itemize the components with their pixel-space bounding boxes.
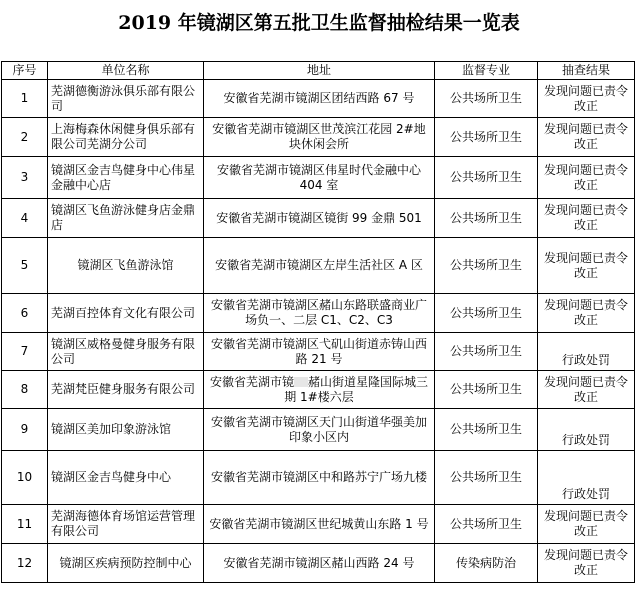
row-result: 发现问题已责令改正: [538, 157, 635, 199]
row-address: 安徽省芜湖市镜湖区中和路苏宁广场九楼: [204, 451, 435, 505]
row-result: 发现问题已责令改正: [538, 294, 635, 333]
row-no: 6: [2, 294, 48, 333]
row-no: 1: [2, 80, 48, 118]
row-specialty: 公共场所卫生: [435, 333, 538, 371]
row-no: 9: [2, 409, 48, 451]
table-header-row: [2, 62, 635, 80]
header-result: 抽查结果: [538, 62, 635, 80]
redaction-mark: [294, 377, 308, 387]
row-address: 安徽省芜湖市镜湖区世纪城黄山东路 1 号: [204, 505, 435, 544]
row-no: 7: [2, 333, 48, 371]
row-specialty: 传染病防治: [435, 544, 538, 583]
row-result: 发现问题已责令改正: [538, 544, 635, 583]
table-row: [2, 199, 635, 238]
table-row: [2, 238, 635, 294]
table-row: [2, 157, 635, 199]
row-no: 11: [2, 505, 48, 544]
row-unit-name: 芜湖德衡游泳俱乐部有限公司: [48, 80, 204, 118]
row-unit-name: 镜湖区金吉鸟健身中心: [48, 451, 204, 505]
row-address: [204, 371, 435, 409]
row-specialty: 公共场所卫生: [435, 157, 538, 199]
row-result: 行政处罚: [538, 451, 635, 505]
row-specialty: 公共场所卫生: [435, 451, 538, 505]
row-no: 3: [2, 157, 48, 199]
row-specialty: 公共场所卫生: [435, 409, 538, 451]
row-specialty: 公共场所卫生: [435, 199, 538, 238]
table-row: [2, 451, 635, 505]
row-specialty: 公共场所卫生: [435, 294, 538, 333]
row-unit-name: 镜湖区金吉鸟健身中心伟星金融中心店: [48, 157, 204, 199]
header-no: 序号: [2, 62, 48, 80]
address-part-b: 赭山街道星隆国际城三期 1#楼六层: [284, 374, 429, 404]
row-unit-name: 镜湖区疾病预防控制中心: [48, 544, 204, 583]
row-address: 安徽省芜湖市镜湖区镜街 99 金鼎 501: [204, 199, 435, 238]
row-result: 发现问题已责令改正: [538, 80, 635, 118]
row-address: 安徽省芜湖市镜湖区赭山西路 24 号: [204, 544, 435, 583]
row-unit-name: 镜湖区飞鱼游泳馆: [48, 238, 204, 294]
row-address: 安徽省芜湖市镜湖区弋矶山街道赤铸山西路 21 号: [204, 333, 435, 371]
table-row: [2, 294, 635, 333]
row-unit-name: 芜湖海德体育场馆运营管理有限公司: [48, 505, 204, 544]
row-no: 4: [2, 199, 48, 238]
row-address: 安徽省芜湖市镜湖区团结西路 67 号: [204, 80, 435, 118]
page-title: 2019 年镜湖区第五批卫生监督抽检结果一览表: [118, 12, 520, 34]
row-unit-name: 芜湖百控体育文化有限公司: [48, 294, 204, 333]
row-address: 安徽省芜湖市镜湖区天门山街道华强美加印象小区内: [204, 409, 435, 451]
row-specialty: 公共场所卫生: [435, 371, 538, 409]
row-specialty: 公共场所卫生: [435, 118, 538, 157]
row-address: 安徽省芜湖市镜湖区左岸生活社区 A 区: [204, 238, 435, 294]
row-result: 行政处罚: [538, 333, 635, 371]
row-no: 8: [2, 371, 48, 409]
row-result: 行政处罚: [538, 409, 635, 451]
row-specialty: 公共场所卫生: [435, 238, 538, 294]
row-unit-name: 镜湖区飞鱼游泳健身店金鼎店: [48, 199, 204, 238]
header-address: 地址: [204, 62, 435, 80]
table-row: [2, 371, 635, 409]
inspection-results-table: [1, 61, 635, 583]
header-unit-name: 单位名称: [48, 62, 204, 80]
row-address: 安徽省芜湖市镜湖区伟星时代金融中心 404 室: [204, 157, 435, 199]
row-no: 2: [2, 118, 48, 157]
row-no: 12: [2, 544, 48, 583]
row-address: 安徽省芜湖市镜湖区赭山东路联盛商业广场负一、二层 C1、C2、C3: [204, 294, 435, 333]
row-no: 5: [2, 238, 48, 294]
table-row: [2, 80, 635, 118]
table-row: [2, 118, 635, 157]
header-specialty: 监督专业: [435, 62, 538, 80]
row-result: 发现问题已责令改正: [538, 199, 635, 238]
table-row: [2, 409, 635, 451]
row-result: 发现问题已责令改正: [538, 505, 635, 544]
row-unit-name: 上海梅森休闲健身俱乐部有限公司芜湖分公司: [48, 118, 204, 157]
row-unit-name: 镜湖区威格曼健身服务有限公司: [48, 333, 204, 371]
row-specialty: 公共场所卫生: [435, 505, 538, 544]
row-specialty: 公共场所卫生: [435, 80, 538, 118]
row-address: 安徽省芜湖市镜湖区世茂滨江花园 2#地块休闲会所: [204, 118, 435, 157]
row-unit-name: 镜湖区美加印象游泳馆: [48, 409, 204, 451]
row-result: 发现问题已责令改正: [538, 238, 635, 294]
table-row: [2, 505, 635, 544]
address-part-a: 安徽省芜湖市镜: [209, 374, 294, 389]
row-result: 发现问题已责令改正: [538, 118, 635, 157]
row-result: 发现问题已责令改正: [538, 371, 635, 409]
row-no: 10: [2, 451, 48, 505]
table-row: [2, 544, 635, 583]
table-row: [2, 333, 635, 371]
row-unit-name: 芜湖梵臣健身服务有限公司: [48, 371, 204, 409]
